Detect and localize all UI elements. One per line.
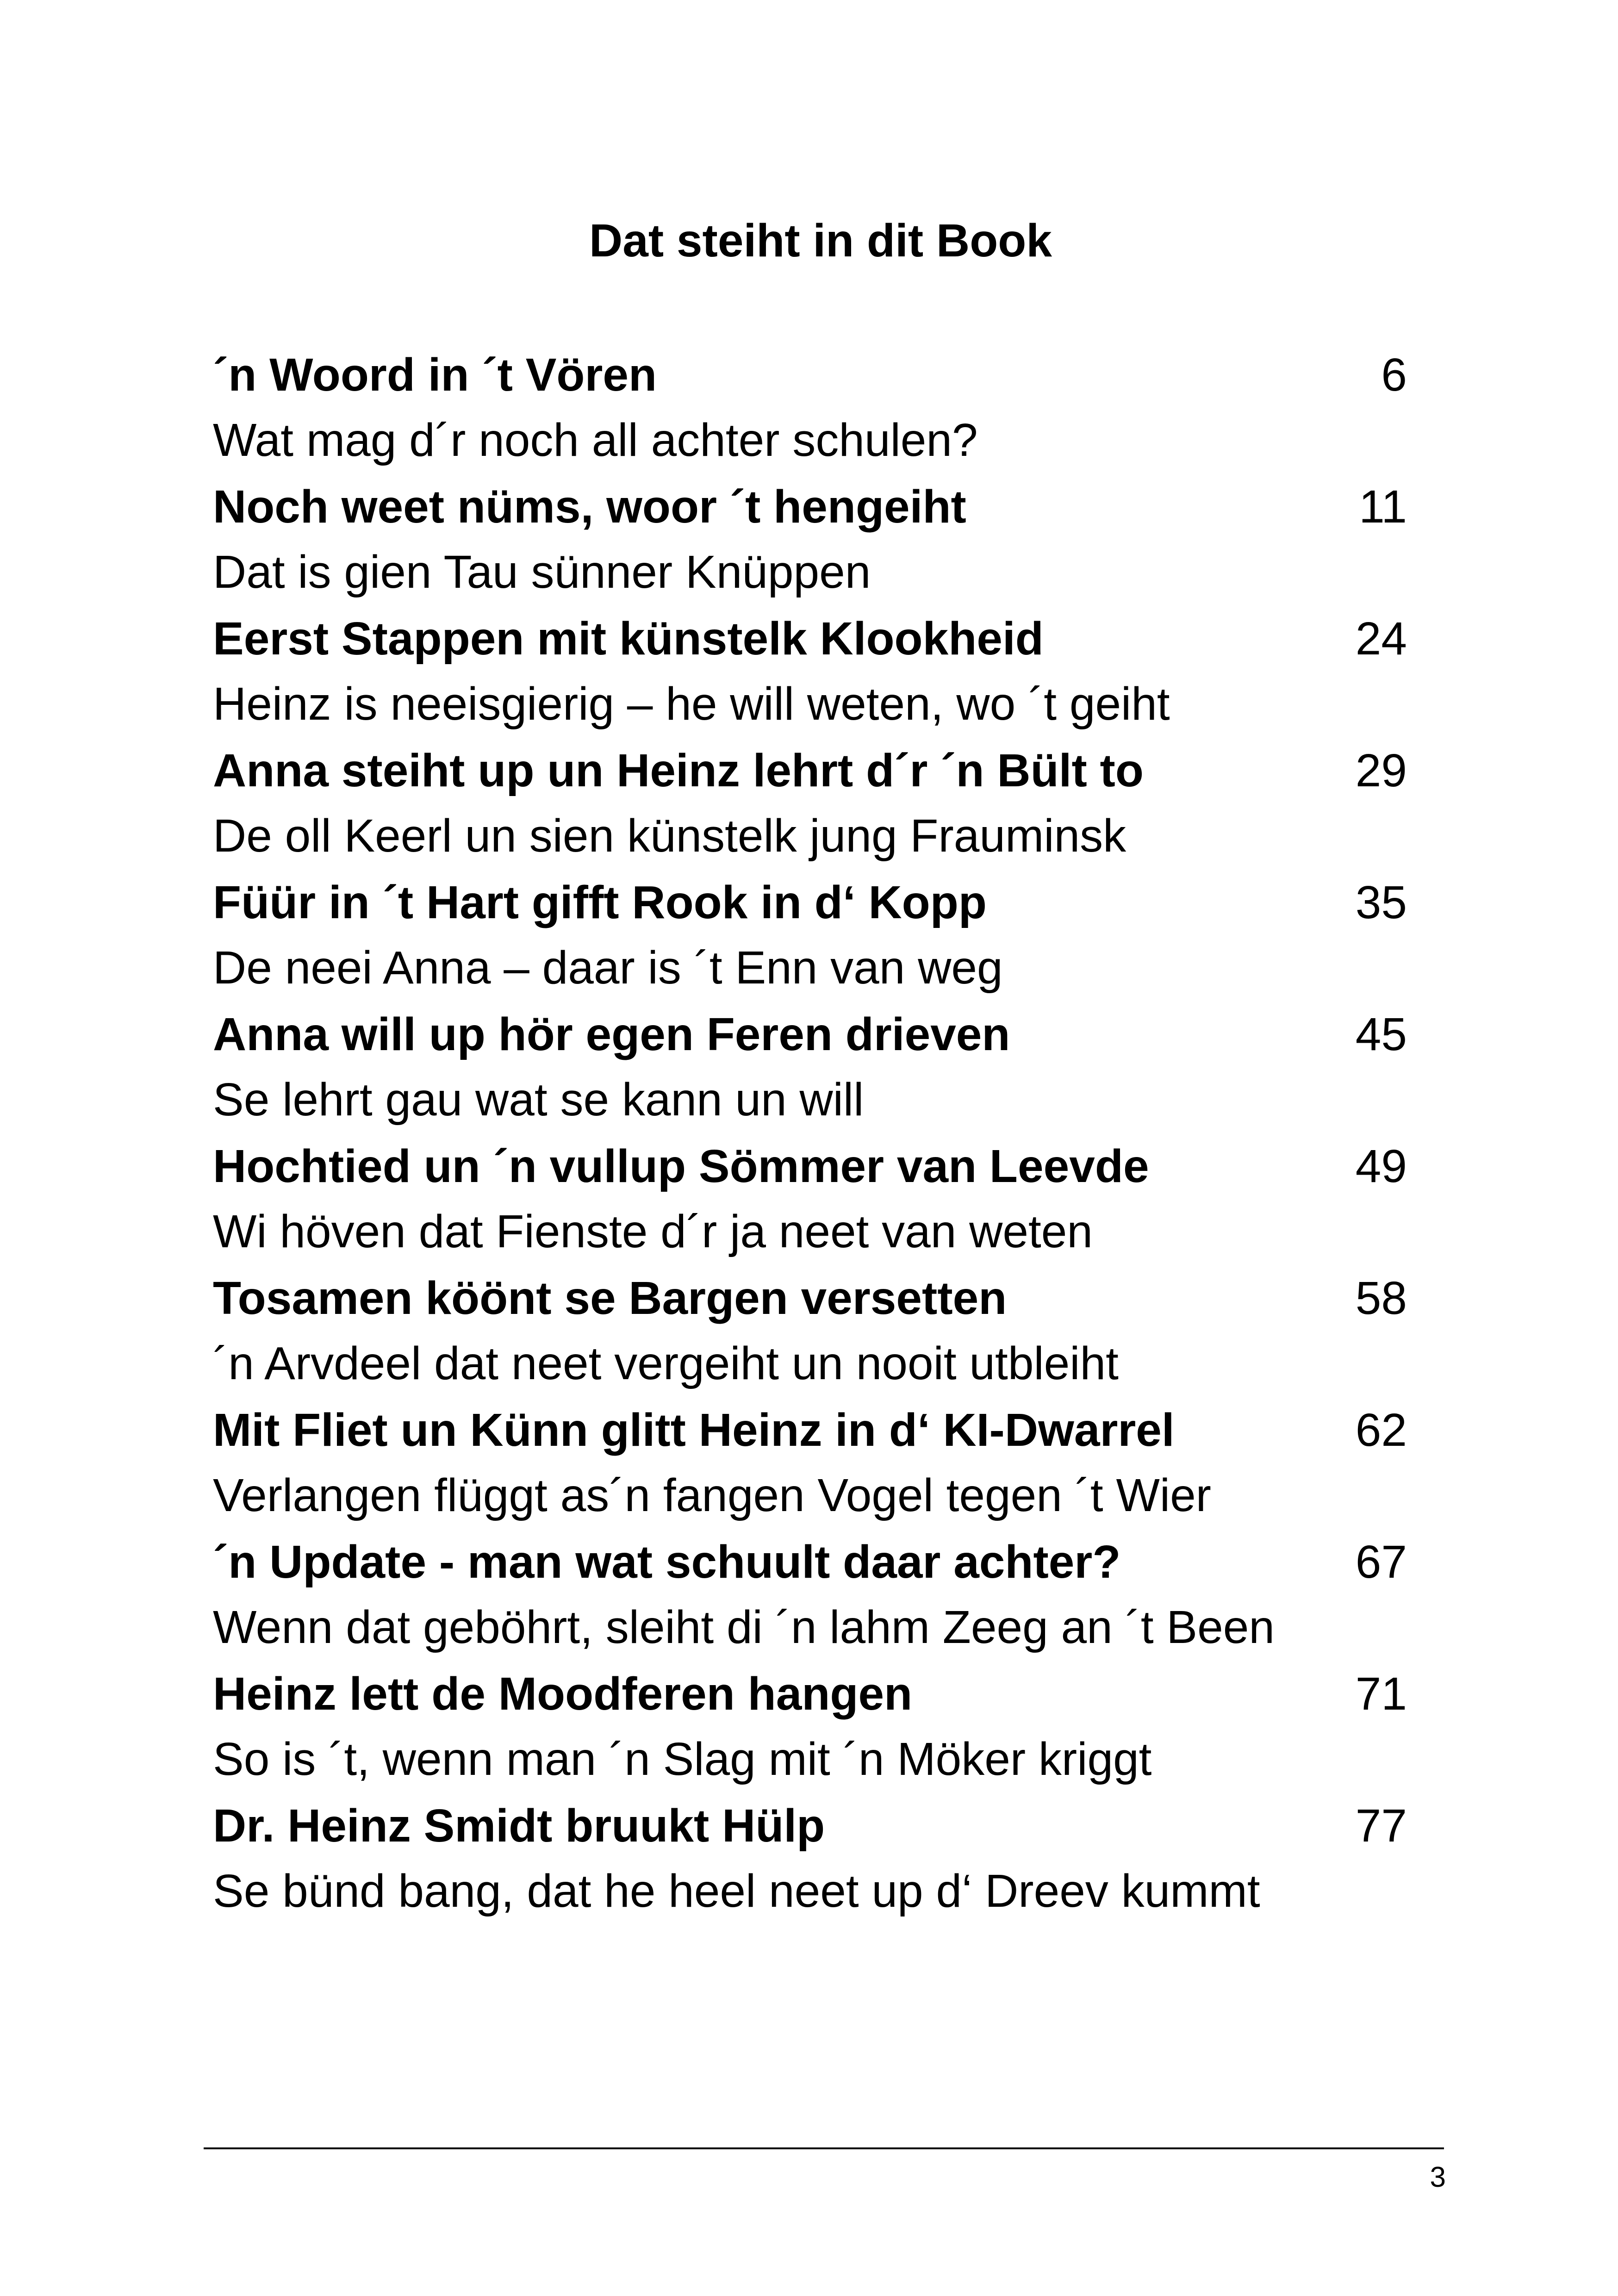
toc-entry-page: 58 [1355, 1272, 1407, 1324]
toc-entry-page: 71 [1355, 1668, 1407, 1720]
toc-entry-page: 45 [1355, 1008, 1407, 1060]
toc-entry-subtitle: Verlangen flüggt as´n fangen Vogel tegen ´t Wier [213, 1469, 1211, 1521]
toc-entry-title: Tosamen köönt se Bargen versetten [213, 1272, 1007, 1324]
toc-entry-page: 67 [1355, 1536, 1407, 1588]
toc-entry-subtitle: Wenn dat geböhrt, sleiht di ´n lahm Zeeg an ´t Been [213, 1601, 1275, 1653]
toc-entry-page: 77 [1355, 1800, 1407, 1852]
toc-entry-subtitle: Heinz is neeisgierig – he will weten, wo ´t geiht [213, 678, 1170, 730]
toc-entry-subtitle: De oll Keerl un sien künstelk jung Frauminsk [213, 810, 1126, 862]
toc-entry [213, 1002, 1407, 1134]
toc-entry [213, 342, 1407, 474]
toc-entry [213, 870, 1407, 1002]
toc-entry-title: Heinz lett de Moodferen hangen [213, 1668, 913, 1720]
toc-entry-subtitle: Se bünd bang, dat he heel neet up d‘ Dreev kummt [213, 1865, 1260, 1917]
toc-entry [213, 1398, 1407, 1530]
toc-entry-subtitle: So is ´t, wenn man ´n Slag mit ´n Möker kriggt [213, 1733, 1152, 1785]
toc-entry-title: Anna steiht up un Heinz lehrt d´r ´n Bült to [213, 745, 1144, 796]
toc-entry [213, 606, 1407, 738]
toc-entry-title: Noch weet nüms, woor ´t hengeiht [213, 481, 966, 533]
toc-entry-page: 6 [1381, 349, 1407, 401]
toc-entry-page: 62 [1355, 1404, 1407, 1456]
toc-entry [213, 1530, 1407, 1661]
toc-entry-title: Füür in ´t Hart gifft Rook in d‘ Kopp [213, 877, 987, 928]
toc-entry-subtitle: Dat is gien Tau sünner Knüppen [213, 546, 871, 598]
toc-entry [213, 474, 1407, 606]
toc-entry-page: 29 [1355, 745, 1407, 796]
toc-entry-title: ´n Woord in ´t Vören [213, 349, 657, 401]
page-title: Dat steiht in dit Book [589, 215, 1052, 267]
table-of-contents [213, 342, 1407, 1925]
toc-entry-title: Eerst Stappen mit künstelk Klookheid [213, 613, 1044, 665]
footer-divider [204, 2147, 1444, 2149]
toc-entry-subtitle: Wat mag d´r noch all achter schulen? [213, 414, 978, 466]
toc-entry-subtitle: De neei Anna – daar is ´t Enn van weg [213, 942, 1003, 994]
page-number: 3 [1430, 2161, 1446, 2193]
toc-entry [213, 1266, 1407, 1398]
toc-entry [213, 1134, 1407, 1266]
toc-entry-page: 49 [1355, 1140, 1407, 1192]
toc-entry-subtitle: Wi höven dat Fienste d´r ja neet van weten [213, 1206, 1093, 1257]
toc-entry [213, 738, 1407, 870]
toc-entry [213, 1793, 1407, 1925]
toc-entry-page: 24 [1355, 613, 1407, 665]
toc-entry-title: Dr. Heinz Smidt bruukt Hülp [213, 1800, 825, 1852]
toc-entry-title: Hochtied un ´n vullup Sömmer van Leevde [213, 1140, 1149, 1192]
toc-entry-page: 35 [1355, 877, 1407, 928]
toc-entry-subtitle: Se lehrt gau wat se kann un will [213, 1074, 864, 1126]
toc-entry-title: Mit Fliet un Künn glitt Heinz in d‘ KI-Dwarrel [213, 1404, 1175, 1456]
toc-entry-title: ´n Update - man wat schuult daar achter? [213, 1536, 1121, 1588]
toc-entry-page: 11 [1359, 481, 1407, 533]
toc-entry-subtitle: ´n Arvdeel dat neet vergeiht un nooit utbleiht [213, 1338, 1119, 1389]
toc-entry-title: Anna will up hör egen Feren drieven [213, 1008, 1010, 1060]
toc-entry [213, 1661, 1407, 1793]
